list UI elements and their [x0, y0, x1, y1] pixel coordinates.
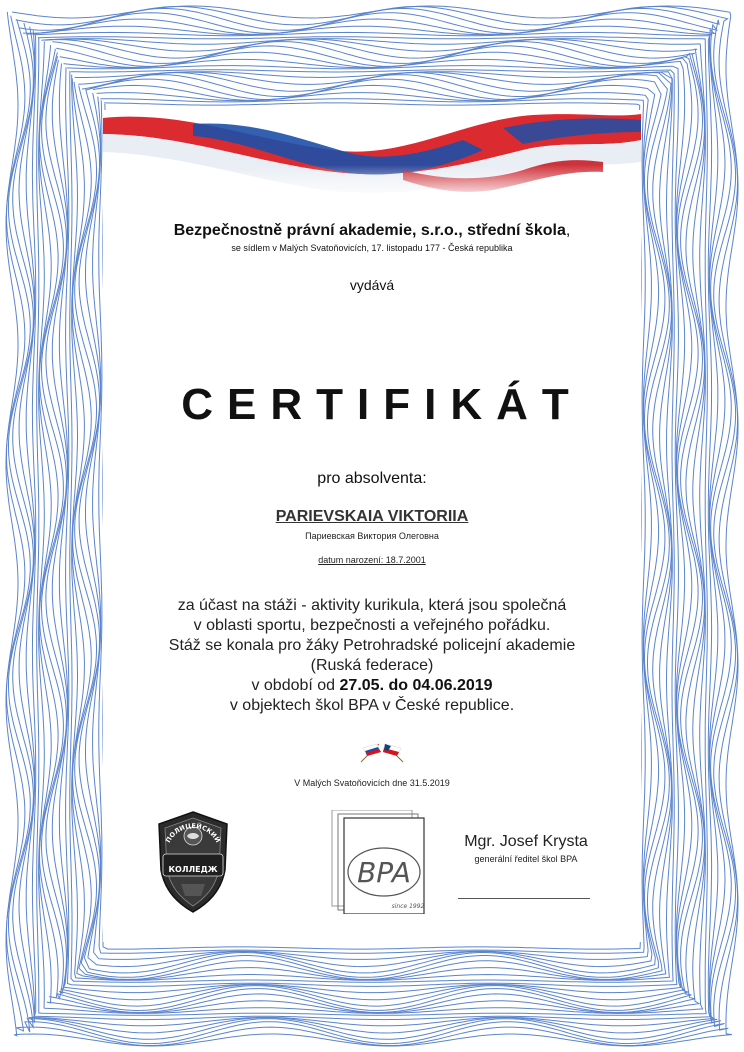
issuer-school-name: Bezpečnostně právní akademie, s.r.o., střední škola, — [173, 222, 571, 239]
issuer-address: se sídlem v Malých Svatoňovicích, 17. listopadu 177 - Česká republika — [231, 243, 513, 253]
for-graduate-label: pro absolventa: — [317, 470, 427, 487]
stay-period: 27.05. do 04.06.2019 — [339, 677, 493, 694]
graduate-name: PARIEVSKAIA VIKTORIIA — [275, 508, 469, 525]
crossed-flags-icon — [355, 740, 409, 764]
signatory-title: generální ředitel škol BPA — [474, 854, 578, 864]
body-line: za účast na stáži - aktivity kurikula, která jsou společná — [177, 597, 567, 614]
certificate-title: CERTIFIKÁT — [181, 380, 583, 429]
emblem-text-bottom: КОЛЛЕДЖ — [168, 865, 218, 874]
body-line: (Ruská federace) — [310, 657, 434, 674]
police-college-emblem — [155, 810, 231, 914]
body-line: v objektech škol BPA v České republice. — [229, 697, 515, 714]
bpa-school-logo — [328, 810, 428, 914]
signature-line — [458, 898, 590, 899]
signatory-name: Mgr. Josef Krysta — [464, 833, 588, 850]
place-and-date: V Malých Svatoňovicích dne 31.5.2019 — [294, 778, 450, 788]
issues-label: vydává — [349, 277, 395, 293]
bpa-since-text: since 1992 — [391, 903, 425, 910]
graduate-name-cyrillic: Париевская Виктория Олеговна — [305, 531, 439, 541]
graduate-birth-date: datum narození: 18.7.2001 — [318, 555, 426, 565]
emblem-text-top: ПОЛИЦЕЙСКИЙ — [164, 821, 222, 845]
tricolor-ribbon-banner — [103, 110, 641, 200]
body-line: Stáž se konala pro žáky Petrohradské policejní akademie — [168, 637, 576, 654]
body-period-line: v období od 27.05. do 04.06.2019 — [251, 677, 493, 694]
body-line: v oblasti sportu, bezpečnosti a veřejného pořádku. — [193, 617, 551, 634]
certificate-body-text — [0, 596, 744, 716]
bpa-logo-text: BPA — [357, 856, 411, 889]
